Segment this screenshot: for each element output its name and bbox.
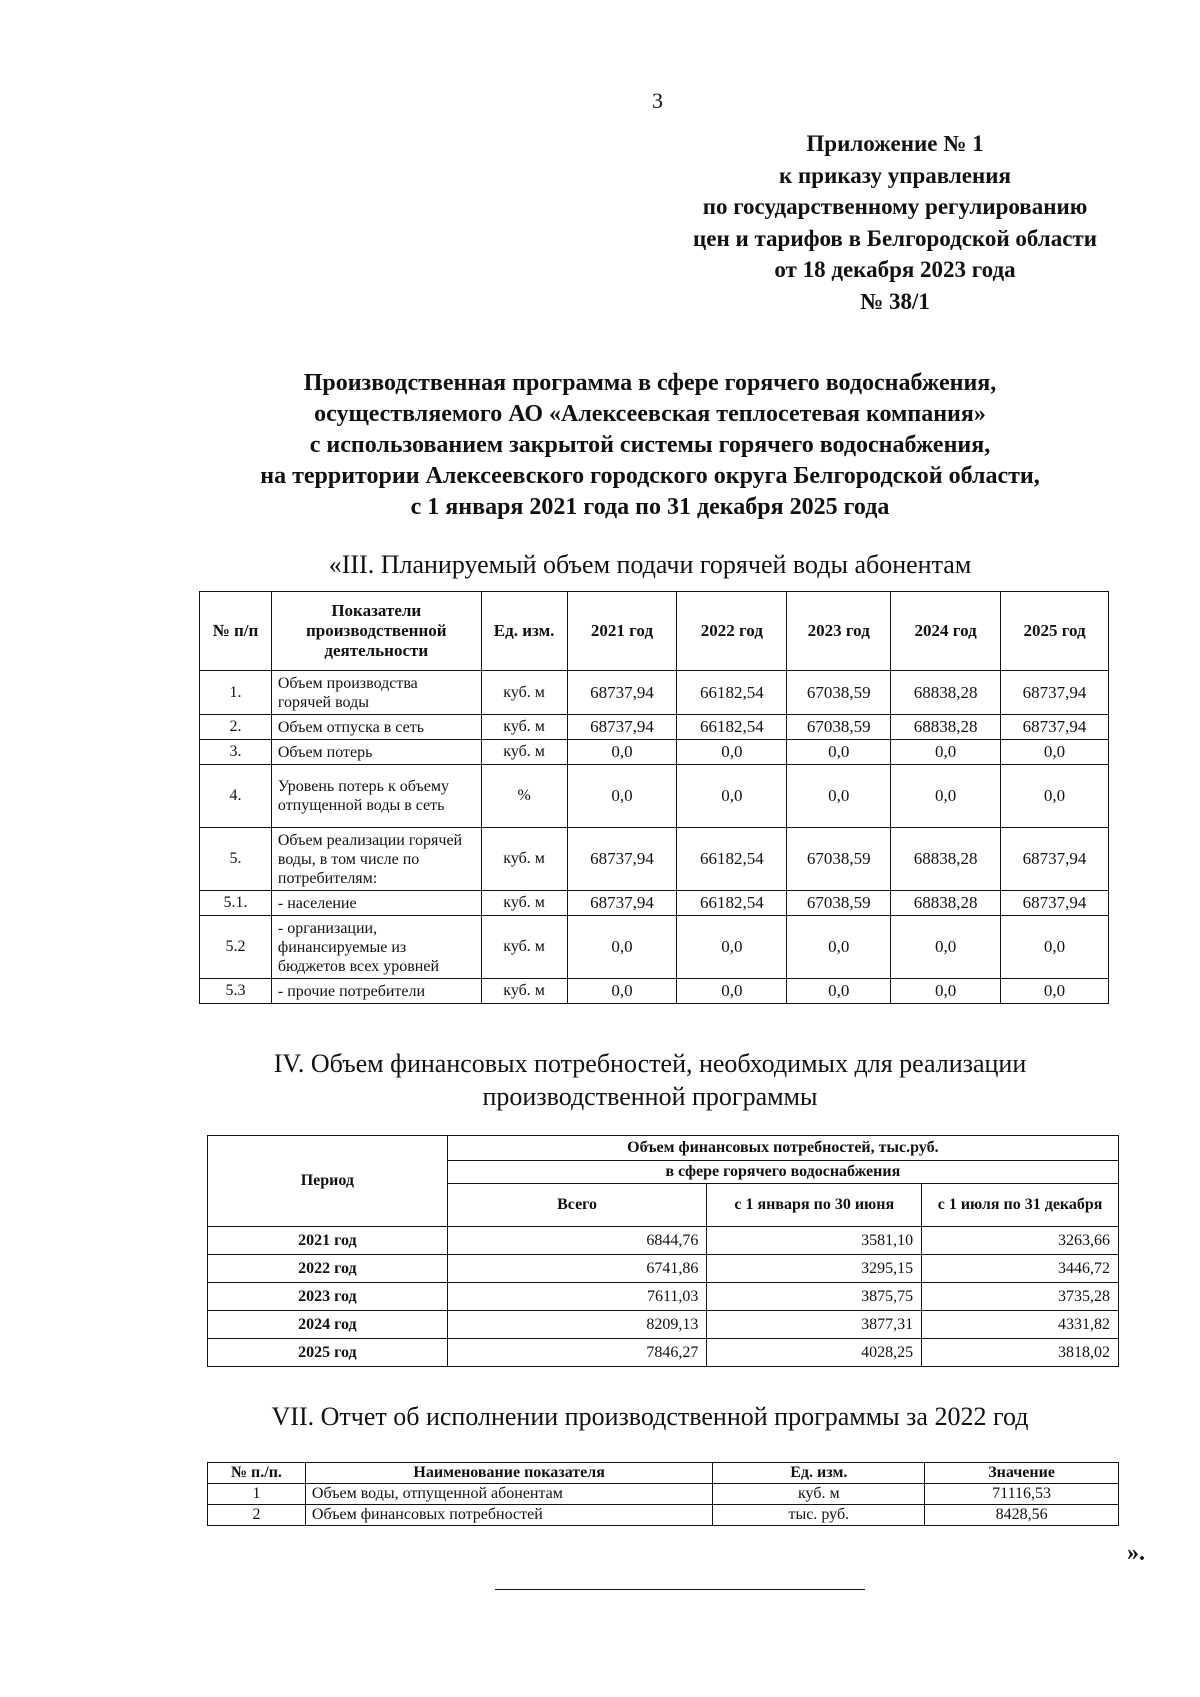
value-cell: 3818,02: [922, 1339, 1119, 1367]
indicator-name: Уровень потерь к объему отпущенной воды в сеть: [271, 765, 481, 828]
value-cell: 68737,94: [1001, 891, 1109, 916]
header-cell: 2021 год: [567, 592, 677, 671]
value-cell: 68737,94: [567, 715, 677, 740]
value-cell: 0,0: [787, 740, 891, 765]
value-cell: 0,0: [567, 765, 677, 828]
indicator-name: Объем отпуска в сеть: [271, 715, 481, 740]
table-row: [200, 671, 1109, 715]
header-cell: Показатели производственной деятельности: [271, 592, 481, 671]
unit-cell: куб. м: [481, 740, 567, 765]
table-row: [208, 1311, 1119, 1339]
value-cell: 67038,59: [787, 828, 891, 891]
row-number: 3.: [200, 740, 272, 765]
row-number: 5.1.: [200, 891, 272, 916]
row-number: 5.2: [200, 916, 272, 979]
value-cell: 0,0: [677, 740, 787, 765]
bottom-divider: [495, 1589, 865, 1590]
supply-volume-table: [199, 591, 1109, 1004]
value-cell: 0,0: [1001, 765, 1109, 828]
header-cell: Наименование показателя: [305, 1463, 713, 1484]
value-cell: 0,0: [567, 979, 677, 1004]
unit-cell: куб. м: [481, 979, 567, 1004]
table-header-row: [200, 592, 1109, 671]
value-cell: 0,0: [891, 979, 1001, 1004]
value-cell: 8209,13: [447, 1311, 707, 1339]
period-cell: 2024 год: [208, 1311, 448, 1339]
value-cell: 3735,28: [922, 1283, 1119, 1311]
value-cell: 0,0: [787, 765, 891, 828]
table-row: [208, 1505, 1119, 1526]
table-row: [200, 979, 1109, 1004]
appendix-line: № 38/1: [860, 288, 930, 314]
value-cell: 68838,28: [891, 891, 1001, 916]
value-cell: 3263,66: [922, 1227, 1119, 1255]
table-row: [200, 916, 1109, 979]
document-title: [200, 368, 1100, 523]
section4-title: IV. Объем финансовых потребностей, необходимых для реализации производственной программы: [273, 1049, 1027, 1111]
value-cell: 68838,28: [891, 715, 1001, 740]
appendix-line: к приказу управления: [779, 162, 1011, 188]
value-cell: 0,0: [567, 740, 677, 765]
indicator-name: - организации, финансируемые из бюджетов всех уровней: [271, 916, 481, 979]
table-row: [200, 891, 1109, 916]
value-cell: 68737,94: [1001, 671, 1109, 715]
appendix-header: [660, 128, 1130, 317]
value-cell: 4331,82: [922, 1311, 1119, 1339]
page-number: 3: [652, 88, 663, 113]
value-cell: 3875,75: [707, 1283, 922, 1311]
table-row: [208, 1283, 1119, 1311]
row-number: 2.: [200, 715, 272, 740]
value-cell: 66182,54: [677, 828, 787, 891]
section7-title: VII. Отчет об исполнении производственной программы за 2022 год: [271, 1402, 1029, 1431]
value-cell: 0,0: [787, 916, 891, 979]
table-row: [200, 715, 1109, 740]
value-cell: 0,0: [677, 765, 787, 828]
value-cell: 0,0: [1001, 916, 1109, 979]
row-number: 4.: [200, 765, 272, 828]
subgroup-header: в сфере горячего водоснабжения: [447, 1161, 1118, 1184]
period-header: Период: [208, 1136, 448, 1227]
appendix-line: цен и тарифов в Белгородской области: [693, 225, 1097, 251]
table-row: [208, 1227, 1119, 1255]
header-cell: Всего: [447, 1184, 707, 1227]
period-cell: 2022 год: [208, 1255, 448, 1283]
table-row: [200, 765, 1109, 828]
value-cell: 68737,94: [567, 891, 677, 916]
value-cell: 0,0: [1001, 740, 1109, 765]
row-number: 1.: [200, 671, 272, 715]
value-cell: 8428,56: [925, 1505, 1119, 1526]
closing-quote-mark: ».: [1127, 1540, 1145, 1566]
value-cell: 68838,28: [891, 828, 1001, 891]
title-line: на территории Алексеевского городского округа Белгородской области,: [260, 463, 1040, 489]
value-cell: 71116,53: [925, 1484, 1119, 1505]
table-header-row: [208, 1136, 1119, 1161]
value-cell: 67038,59: [787, 891, 891, 916]
header-cell: Ед. изм.: [713, 1463, 925, 1484]
execution-report-table: [207, 1462, 1119, 1526]
value-cell: 68737,94: [567, 828, 677, 891]
value-cell: 0,0: [891, 740, 1001, 765]
value-cell: 67038,59: [787, 715, 891, 740]
row-number: 1: [208, 1484, 306, 1505]
value-cell: 66182,54: [677, 715, 787, 740]
row-number: 5.3: [200, 979, 272, 1004]
unit-cell: куб. м: [481, 828, 567, 891]
header-cell: 2025 год: [1001, 592, 1109, 671]
value-cell: 0,0: [567, 916, 677, 979]
unit-cell: тыс. руб.: [713, 1505, 925, 1526]
financial-needs-table: [207, 1135, 1119, 1367]
indicator-name: Объем финансовых потребностей: [305, 1505, 713, 1526]
unit-cell: куб. м: [481, 671, 567, 715]
value-cell: 6844,76: [447, 1227, 707, 1255]
header-cell: 2022 год: [677, 592, 787, 671]
value-cell: 68737,94: [1001, 715, 1109, 740]
header-cell: 2024 год: [891, 592, 1001, 671]
section3-title: «III. Планируемый объем подачи горячей воды абонентам: [328, 550, 972, 579]
value-cell: 0,0: [677, 979, 787, 1004]
title-line: осуществляемого АО «Алексеевская теплосетевая компания»: [314, 401, 986, 427]
value-cell: 0,0: [1001, 979, 1109, 1004]
value-cell: 68838,28: [891, 671, 1001, 715]
value-cell: 4028,25: [707, 1339, 922, 1367]
value-cell: 0,0: [787, 979, 891, 1004]
value-cell: 68737,94: [1001, 828, 1109, 891]
unit-cell: куб. м: [481, 715, 567, 740]
value-cell: 7611,03: [447, 1283, 707, 1311]
header-cell: № п./п.: [208, 1463, 306, 1484]
indicator-name: Объем воды, отпущенной абонентам: [305, 1484, 713, 1505]
title-line: Производственная программа в сфере горячего водоснабжения,: [303, 370, 997, 396]
indicator-name: Объем потерь: [271, 740, 481, 765]
value-cell: 3446,72: [922, 1255, 1119, 1283]
value-cell: 67038,59: [787, 671, 891, 715]
row-number: 5.: [200, 828, 272, 891]
header-cell: № п/п: [200, 592, 272, 671]
indicator-name: - прочие потребители: [271, 979, 481, 1004]
table-header-row: [208, 1463, 1119, 1484]
table-row: [208, 1255, 1119, 1283]
value-cell: 7846,27: [447, 1339, 707, 1367]
header-cell: Значение: [925, 1463, 1119, 1484]
row-number: 2: [208, 1505, 306, 1526]
indicator-name: Объем производства горячей воды: [271, 671, 481, 715]
appendix-line: от 18 декабря 2023 года: [774, 257, 1016, 282]
value-cell: 3581,10: [707, 1227, 922, 1255]
title-line: с использованием закрытой системы горячего водоснабжения,: [309, 432, 991, 458]
value-cell: 6741,86: [447, 1255, 707, 1283]
period-cell: 2023 год: [208, 1283, 448, 1311]
table-row: [208, 1339, 1119, 1367]
value-cell: 0,0: [891, 765, 1001, 828]
unit-cell: куб. м: [481, 916, 567, 979]
unit-cell: куб. м: [713, 1484, 925, 1505]
header-cell: с 1 июля по 31 декабря: [922, 1184, 1119, 1227]
indicator-name: - население: [271, 891, 481, 916]
appendix-line: Приложение № 1: [806, 131, 984, 156]
header-cell: 2023 год: [787, 592, 891, 671]
unit-cell: %: [481, 765, 567, 828]
table-row: [200, 740, 1109, 765]
period-cell: 2021 год: [208, 1227, 448, 1255]
table-row: [208, 1484, 1119, 1505]
unit-cell: куб. м: [481, 891, 567, 916]
table-row: [200, 828, 1109, 891]
indicator-name: Объем реализации горячей воды, в том числе по потребителям:: [271, 828, 481, 891]
title-line: с 1 января 2021 года по 31 декабря 2025 года: [410, 494, 890, 520]
appendix-line: по государственному регулированию: [702, 194, 1088, 219]
value-cell: 66182,54: [677, 891, 787, 916]
value-cell: 68737,94: [567, 671, 677, 715]
header-cell: с 1 января по 30 июня: [707, 1184, 922, 1227]
value-cell: 3877,31: [707, 1311, 922, 1339]
value-cell: 0,0: [891, 916, 1001, 979]
value-cell: 66182,54: [677, 671, 787, 715]
header-cell: Ед. изм.: [481, 592, 567, 671]
value-cell: 3295,15: [707, 1255, 922, 1283]
group-header: Объем финансовых потребностей, тыс.руб.: [447, 1136, 1118, 1161]
period-cell: 2025 год: [208, 1339, 448, 1367]
value-cell: 0,0: [677, 916, 787, 979]
